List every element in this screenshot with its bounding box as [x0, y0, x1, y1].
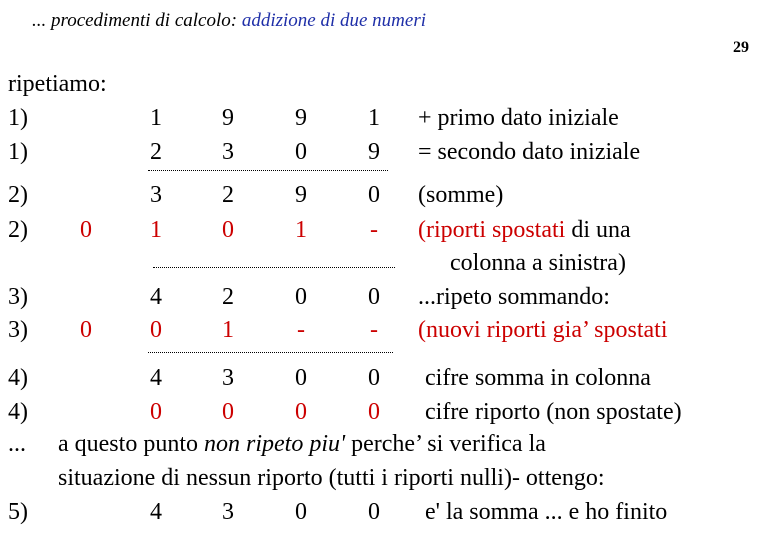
explanation-line-1: a questo punto non ripeto piu' perche’ si verifica la [58, 431, 546, 457]
digit: 4 [150, 365, 162, 391]
step-label: 4) [8, 399, 28, 425]
explanation-line-2: situazione di nessun riporto (tutti i riporti nulli)- ottengo: [58, 465, 605, 491]
digit: 4 [150, 284, 162, 310]
digit: 3 [222, 139, 234, 165]
digit: 0 [295, 399, 307, 425]
digit: 1 [150, 217, 162, 243]
digit: 9 [368, 139, 380, 165]
digit: 1 [295, 217, 307, 243]
digit: - [370, 217, 378, 243]
digit: 2 [150, 139, 162, 165]
digit: 3 [150, 182, 162, 208]
page-number: 29 [733, 39, 749, 56]
intro-text: ripetiamo: [8, 71, 107, 97]
digit: 3 [222, 499, 234, 525]
digit: 0 [368, 284, 380, 310]
separator-line [148, 352, 393, 353]
ellipsis-label: ... [8, 431, 26, 457]
step-note: = secondo dato iniziale [418, 139, 641, 165]
digit: 4 [150, 499, 162, 525]
emphasis-text: non ripeto piu' [203, 431, 346, 457]
step-label: 1) [8, 139, 28, 165]
digit: 0 [295, 365, 307, 391]
carry-digit: 0 [80, 217, 92, 243]
note-red: (riporti spostati [418, 217, 566, 243]
digit: 0 [368, 399, 380, 425]
step-label: 2) [8, 217, 28, 243]
step-note [418, 216, 631, 244]
digit: 9 [295, 182, 307, 208]
step-label: 4) [8, 365, 28, 391]
step-label: 1) [8, 105, 28, 131]
digit: 0 [150, 317, 162, 343]
step-label: 3) [8, 317, 28, 343]
step-note: ...ripeto sommando: [418, 284, 610, 310]
digit: 2 [222, 284, 234, 310]
digit: 2 [222, 182, 234, 208]
separator-line [153, 267, 395, 268]
digit: 1 [368, 105, 380, 131]
digit: 0 [368, 182, 380, 208]
step-label: 5) [8, 499, 28, 525]
final-note: e' la somma ... e ho finito [425, 499, 668, 525]
step-label: 3) [8, 284, 28, 310]
title-topic: addizione di due numeri [241, 10, 427, 31]
digit: 0 [295, 139, 307, 165]
step-note: (somme) [418, 182, 504, 208]
digit: 1 [150, 105, 162, 131]
digit: 0 [222, 217, 234, 243]
digit: - [370, 317, 378, 343]
note-rest: di una [565, 217, 631, 243]
carry-digit: 0 [80, 317, 92, 343]
step-note: cifre somma in colonna [425, 365, 651, 391]
digit: 0 [368, 365, 380, 391]
title-prefix: ... procedimenti di calcolo: [32, 10, 242, 31]
digit: 3 [222, 365, 234, 391]
step-note-continued: colonna a sinistra) [450, 250, 626, 276]
digit: 9 [222, 105, 234, 131]
step-label: 2) [8, 182, 28, 208]
digit: 0 [295, 284, 307, 310]
separator-line [148, 170, 388, 171]
digit: 9 [295, 105, 307, 131]
digit: 0 [368, 499, 380, 525]
digit: 0 [222, 399, 234, 425]
step-note: (nuovi riporti gia’ spostati [418, 317, 668, 343]
digit: - [297, 317, 305, 343]
digit: 0 [150, 399, 162, 425]
step-note: + primo dato iniziale [418, 105, 619, 131]
digit: 0 [295, 499, 307, 525]
digit: 1 [222, 317, 234, 343]
step-note: cifre riporto (non spostate) [425, 399, 682, 425]
slide-title [32, 10, 426, 32]
